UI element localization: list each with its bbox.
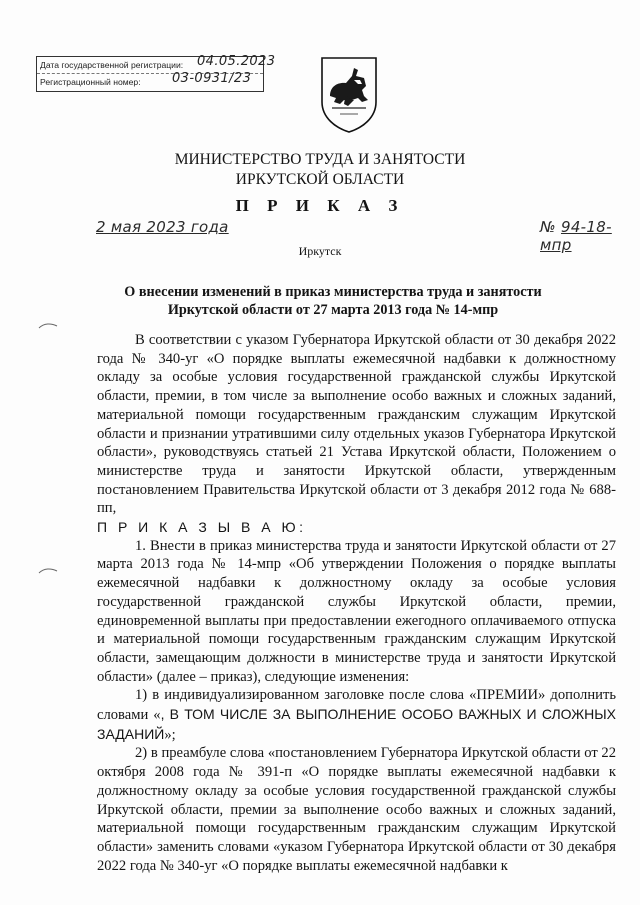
subitem-1-caps-text: , В ТОМ ЧИСЛЕ ЗА ВЫПОЛНЕНИЕ ОСОБО ВАЖНЫХ И СЛОЖНЫХ ЗАДАНИЙ — [97, 706, 616, 742]
margin-scan-mark — [38, 562, 58, 570]
order-title — [88, 283, 578, 319]
registration-number-label: Регистрационный номер: — [40, 77, 141, 87]
preamble-paragraph: В соответствии с указом Губернатора Иркутской области от 30 декабря 2022 года № 340-уг «О порядке выплаты ежемесячной надбавки к должностному окладу за особые условия государственной гражданской службы Иркутской области, премии, в том числе за выполнение особо важных и сложных заданий, материальной помощи государственным гражданским служащим Иркутской области и признании утратившими силу отдельных указов Губернатора Иркутской области», руководствуясь статьей 21 Устава Иркутской области, Положением о министерстве труда и занятости Иркутской области, утвержденным постановлением Правительства Иркутской области от 3 декабря 2012 года № 688-пп, — [97, 332, 616, 517]
order-number-prefix: № — [540, 218, 556, 236]
registration-stamp — [36, 54, 276, 92]
ministry-line-2: ИРКУТСКОЙ ОБЛАСТИ — [235, 171, 405, 188]
registration-number-value: 03-0931/23 — [172, 71, 252, 86]
registration-number-row — [37, 73, 263, 90]
subitem-1-text-start: 1) в индивидуализированном заголовке после слова «ПРЕМИИ» дополнить словами « — [97, 687, 616, 724]
irkutsk-coat-of-arms-icon — [318, 56, 380, 134]
subitem-1-text-end: »; — [164, 726, 176, 743]
ministry-name — [0, 150, 640, 190]
subitem-2-paragraph: 2) в преамбуле слова «постановлением Губернатора Иркутской области от 22 октября 2008 года № 391-п «О порядке выплаты ежемесячной надбавки к должностному окладу за особые условия государственной гражданской службы Иркутской области, премии за выполнение особо важных и сложных заданий, материальной помощи государственным гражданским служащим Иркутской области» заменить словами «указом Губернатора Иркутской области от 30 декабря 2022 года № 340-уг «О порядке выплаты ежемесячной надбавки к — [97, 745, 616, 874]
order-date-handwritten: 2 мая 2023 года — [96, 218, 229, 236]
registration-date-value: 04.05.2023 — [197, 54, 276, 69]
document-type-heading: П Р И К А З — [235, 196, 405, 215]
registration-date-label: Дата государственной регистрации: — [40, 60, 184, 70]
order-body — [97, 331, 616, 875]
order-title-line-2: Иркутской области от 27 марта 2013 года № 14-мпр — [167, 302, 499, 318]
order-number-handwritten: 94-18-мпр — [540, 218, 612, 254]
order-title-line-1: О внесении изменений в приказ министерства труда и занятости — [124, 284, 542, 300]
margin-scan-mark — [38, 317, 58, 325]
city-name: Иркутск — [298, 244, 342, 258]
item-1-paragraph: 1. Внести в приказ министерства труда и занятости Иркутской области от 27 марта 2013 года № 14-мпр «Об утверждении Положения о порядке выплаты ежемесячной надбавки к должностному окладу за особые условия государственной гражданской службы Иркутской области, премии, единовременной выплаты при предоставлении ежегодного оплачиваемого отпуска и материальной помощи государственным гражданским служащим Иркутской области, замещающим должности в министерстве труда и занятости Иркутской области» (далее – приказ), следующие изменения: — [97, 537, 616, 685]
ministry-line-1: МИНИСТЕРСТВО ТРУДА И ЗАНЯТОСТИ — [174, 151, 466, 168]
order-word-prikazyvayu: П Р И К А З Ы В А Ю: — [97, 519, 307, 536]
subitem-1-paragraph — [97, 686, 616, 744]
